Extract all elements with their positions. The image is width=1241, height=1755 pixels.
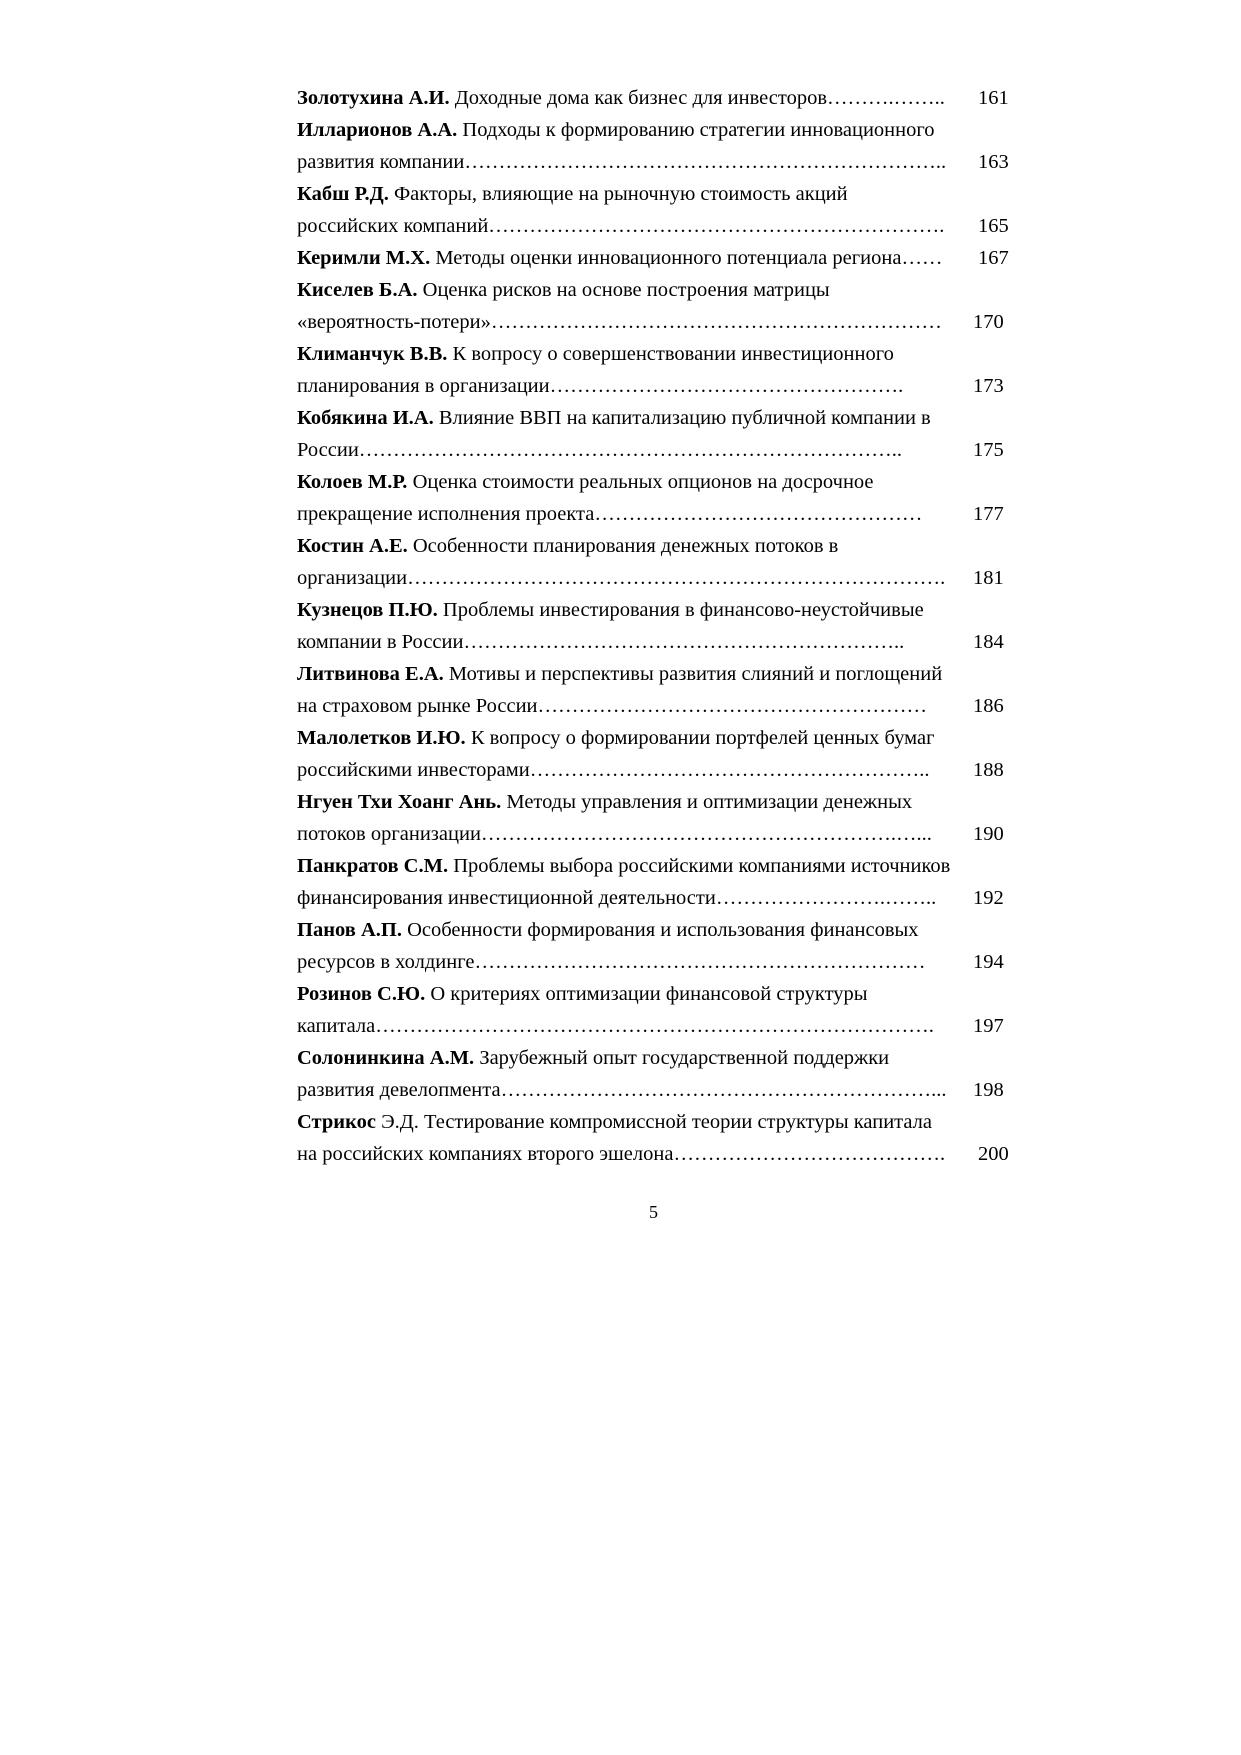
entry-title-continued: потоков организации bbox=[297, 823, 481, 845]
entry-page-number: 200 bbox=[977, 1138, 1009, 1170]
dot-leader: …… bbox=[901, 247, 943, 269]
entry-author: Золотухина А.И. bbox=[297, 87, 450, 109]
entry-author: Керимли М.Х. bbox=[297, 247, 431, 269]
entry-title-continued: развития девелопмента bbox=[297, 1079, 501, 1101]
entry-page-number: 170 bbox=[972, 306, 1004, 338]
entry-author: Кобякина И.А. bbox=[297, 407, 434, 429]
toc-entry[interactable] bbox=[297, 530, 1007, 594]
dot-leader: …………………….…….. bbox=[715, 887, 937, 909]
entry-author: Кабш Р.Д. bbox=[297, 183, 389, 205]
entry-title: Методы оценки инновационного потенциала региона bbox=[430, 247, 902, 269]
entry-page-number: 192 bbox=[972, 882, 1004, 914]
entry-title: Особенности формирования и использования финансовых bbox=[401, 919, 919, 941]
entry-title-continued: на российских компаниях второго эшелона bbox=[297, 1143, 674, 1165]
dot-leader: …………………………………. bbox=[673, 1143, 946, 1165]
entry-title-continued: прекращение исполнения проекта bbox=[297, 503, 595, 525]
entry-page-number: 177 bbox=[972, 498, 1004, 530]
dot-leader: ……………………………………………………………………. bbox=[407, 567, 946, 589]
toc-entry[interactable] bbox=[297, 850, 1007, 914]
entry-title: Подходы к формированию стратегии инновационного bbox=[457, 119, 935, 141]
entry-title-continued: «вероятность-потери» bbox=[297, 311, 491, 333]
entry-title: Оценка стоимости реальных опционов на досрочное bbox=[407, 471, 874, 493]
entry-author: Малолетков И.Ю. bbox=[297, 727, 466, 749]
toc-entry[interactable] bbox=[297, 402, 1007, 466]
dot-leader: ………………………………………………………………………. bbox=[375, 1015, 934, 1037]
toc-entry[interactable] bbox=[297, 466, 1007, 530]
entry-author: Колоев М.Р. bbox=[297, 471, 408, 493]
entry-page-number: 186 bbox=[972, 690, 1004, 722]
entry-title: Проблемы выбора российскими компаниями источников bbox=[448, 855, 951, 877]
entry-title-continued: российскими инвесторами bbox=[297, 759, 530, 781]
entry-author: Костин А.Е. bbox=[297, 535, 408, 557]
toc-entry[interactable] bbox=[297, 114, 1007, 178]
entry-title-continued: финансирования инвестиционной деятельности bbox=[297, 887, 716, 909]
entry-title: Оценка рисков на основе построения матрицы bbox=[417, 279, 830, 301]
entry-author: Нгуен Тхи Хоанг Ань. bbox=[297, 791, 502, 813]
entry-page-number: 167 bbox=[977, 242, 1009, 274]
toc-entry[interactable] bbox=[297, 178, 1007, 242]
entry-author: Кузнецов П.Ю. bbox=[297, 599, 438, 621]
toc-entry[interactable] bbox=[297, 594, 1007, 658]
entry-title: Доходные дома как бизнес для инвесторов bbox=[449, 87, 827, 109]
toc-entry[interactable] bbox=[297, 1042, 1007, 1106]
dot-leader: ………………………………………………….. bbox=[529, 759, 930, 781]
entry-title: Проблемы инвестирования в финансово-неустойчивые bbox=[437, 599, 924, 621]
entry-title: Влияние ВВП на капитализацию публичной компании в bbox=[433, 407, 931, 429]
dot-leader: ……….…….. bbox=[827, 87, 945, 109]
toc-entry[interactable] bbox=[297, 1106, 1007, 1170]
toc-entry[interactable] bbox=[297, 338, 1007, 402]
entry-title-continued: капитала bbox=[297, 1015, 376, 1037]
entry-title: Мотивы и перспективы развития слияний и поглощений bbox=[443, 663, 943, 685]
entry-author: Панов А.П. bbox=[297, 919, 402, 941]
toc-entry[interactable] bbox=[297, 658, 1007, 722]
dot-leader: ……………………………………………………….. bbox=[463, 631, 905, 653]
dot-leader: …………………………………………………………………….. bbox=[358, 439, 903, 461]
dot-leader: …………………………………………………………. bbox=[488, 215, 945, 237]
page-number: 5 bbox=[649, 1202, 658, 1222]
entry-title-continued: компании в России bbox=[297, 631, 464, 653]
toc-entry[interactable] bbox=[297, 82, 1007, 114]
entry-title: Методы управления и оптимизации денежных bbox=[501, 791, 913, 813]
entry-title: О критериях оптимизации финансовой структуры bbox=[425, 983, 868, 1005]
entry-page-number: 197 bbox=[972, 1010, 1004, 1042]
entry-title-continued: ресурсов в холдинге bbox=[297, 951, 475, 973]
entry-title: Э.Д. Тестирование компромиссной теории структуры капитала bbox=[375, 1111, 933, 1133]
entry-author: Климанчук В.В. bbox=[297, 343, 448, 365]
entry-page-number: 190 bbox=[972, 818, 1004, 850]
table-of-contents bbox=[297, 82, 1007, 1170]
entry-page-number: 198 bbox=[972, 1074, 1004, 1106]
dot-leader: …………………………………………………………….. bbox=[464, 151, 947, 173]
dot-leader: …………………………………………………….…... bbox=[480, 823, 932, 845]
entry-page-number: 194 bbox=[972, 946, 1004, 978]
toc-entry[interactable] bbox=[297, 978, 1007, 1042]
entry-title: К вопросу о совершенствовании инвестиционного bbox=[447, 343, 894, 365]
toc-entry[interactable] bbox=[297, 242, 1007, 274]
entry-page-number: 163 bbox=[977, 146, 1009, 178]
entry-title: Зарубежный опыт государственной поддержки bbox=[474, 1047, 890, 1069]
entry-page-number: 184 bbox=[972, 626, 1004, 658]
entry-page-number: 161 bbox=[977, 82, 1009, 114]
dot-leader: ………………………………………… bbox=[594, 503, 923, 525]
dot-leader: ……………………………………………. bbox=[549, 375, 904, 397]
entry-title-continued: планирования в организации bbox=[297, 375, 550, 397]
entry-author: Литвинова Е.А. bbox=[297, 663, 444, 685]
entry-title-continued: России bbox=[297, 439, 359, 461]
entry-author: Панкратов С.М. bbox=[297, 855, 449, 877]
entry-author: Стрикос bbox=[297, 1111, 376, 1133]
entry-page-number: 173 bbox=[972, 370, 1004, 402]
entry-title: Факторы, влияющие на рыночную стоимость акций bbox=[388, 183, 848, 205]
entry-title-continued: российских компаний bbox=[297, 215, 489, 237]
entry-title: Особенности планирования денежных потоков в bbox=[407, 535, 839, 557]
toc-entry[interactable] bbox=[297, 274, 1007, 338]
toc-entry[interactable] bbox=[297, 722, 1007, 786]
entry-author: Илларионов А.А. bbox=[297, 119, 458, 141]
entry-page-number: 175 bbox=[972, 434, 1004, 466]
entry-page-number: 181 bbox=[972, 562, 1004, 594]
toc-entry[interactable] bbox=[297, 786, 1007, 850]
entry-page-number: 165 bbox=[977, 210, 1009, 242]
entry-author: Киселев Б.А. bbox=[297, 279, 418, 301]
entry-title-continued: на страховом рынке России bbox=[297, 695, 538, 717]
toc-entry[interactable] bbox=[297, 914, 1007, 978]
entry-author: Розинов С.Ю. bbox=[297, 983, 426, 1005]
dot-leader: ………………………………………………………… bbox=[474, 951, 926, 973]
dot-leader: ………………………………………………… bbox=[537, 695, 928, 717]
entry-title-continued: организации bbox=[297, 567, 408, 589]
dot-leader: ………………………………………………………… bbox=[490, 311, 942, 333]
entry-page-number: 188 bbox=[972, 754, 1004, 786]
entry-title-continued: развития компании bbox=[297, 151, 465, 173]
entry-author: Солонинкина А.М. bbox=[297, 1047, 475, 1069]
dot-leader: ………………………………………………………... bbox=[500, 1079, 947, 1101]
entry-title: К вопросу о формировании портфелей ценных бумаг bbox=[465, 727, 935, 749]
